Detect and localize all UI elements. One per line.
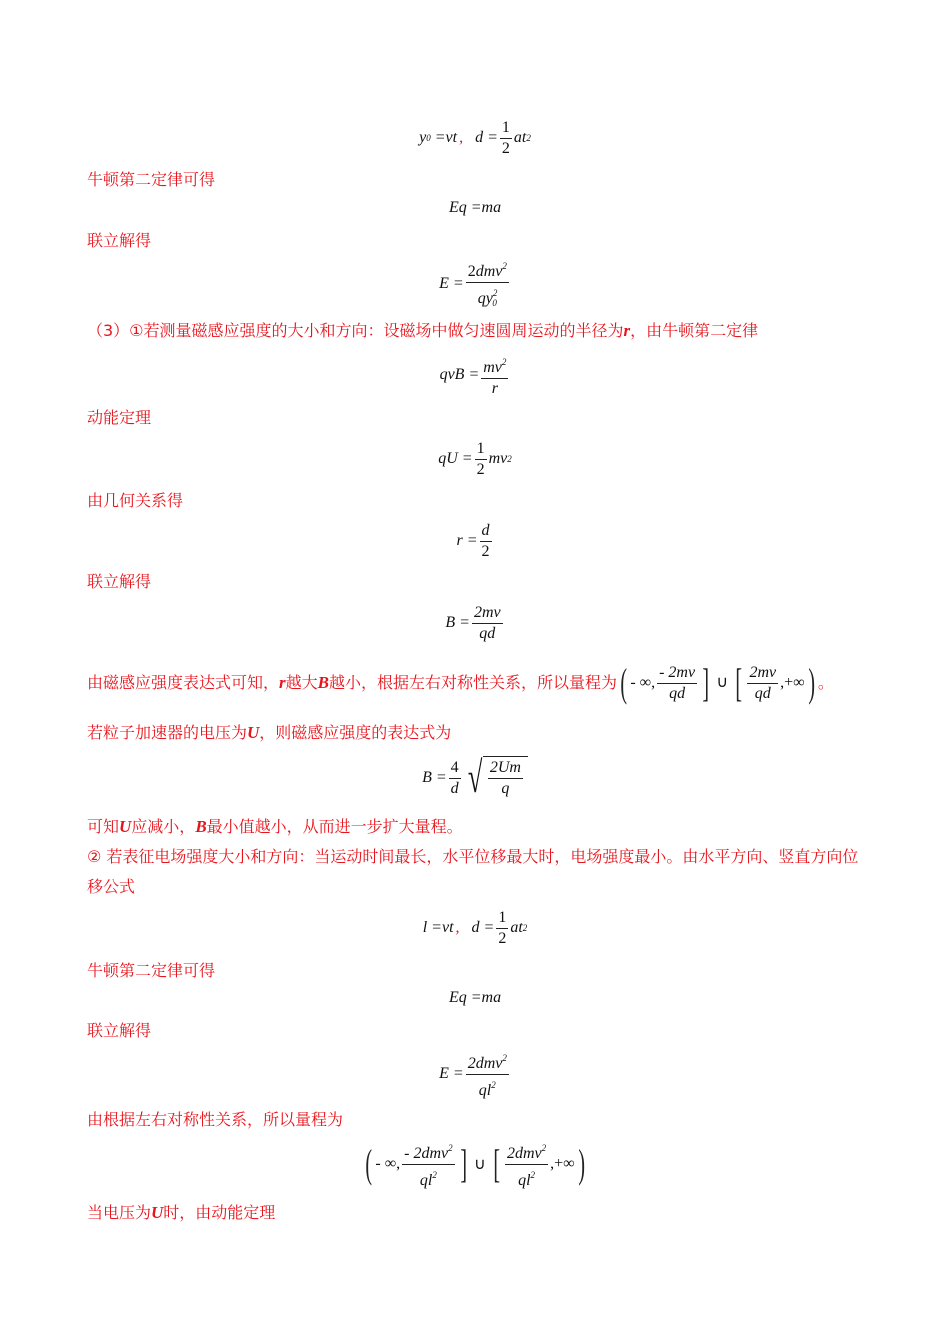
num-text: 2dmv <box>507 1144 542 1162</box>
den-text: qy <box>477 289 493 307</box>
fraction <box>449 759 461 798</box>
text-symmetry-range: 由根据左右对称性关系，所以量程为 <box>87 1110 344 1129</box>
eq-lhs: qU = <box>438 450 473 467</box>
fraction <box>657 664 697 703</box>
eq-lhs: B = <box>445 614 470 631</box>
var-r: r <box>623 321 631 340</box>
eq-lhs: E = <box>439 275 464 292</box>
eq-part: d = <box>471 919 495 936</box>
left-bracket: [ <box>735 660 743 705</box>
fraction <box>402 1139 454 1190</box>
text-part: 若粒子加速器的电压为 <box>87 723 248 742</box>
eq-sup: 2 <box>522 923 528 933</box>
text-part: ，则磁感应强度的表达式为 <box>259 723 452 742</box>
equation-eq-ma-2: Eq =ma <box>448 989 502 1006</box>
equation-displacement <box>0 118 950 158</box>
range-interval <box>617 660 818 705</box>
fraction-denominator: qd <box>479 624 496 642</box>
fraction-denominator <box>516 1165 537 1190</box>
fraction <box>500 119 512 158</box>
fraction-denominator: q <box>501 780 510 797</box>
num-text: mv <box>483 358 502 376</box>
equation-e-field-2 <box>0 1050 950 1098</box>
left-paren: ( <box>365 1141 373 1186</box>
eq-sup: 2 <box>501 356 507 367</box>
fraction-numerator <box>402 1139 454 1165</box>
text-geometry: 由几何关系得 <box>87 491 184 510</box>
fraction-numerator: 1 <box>496 909 508 929</box>
equation-eq-ma: Eq =ma <box>448 199 502 216</box>
square-root <box>463 753 528 802</box>
text-period: 。 <box>817 673 834 692</box>
num-text: - 2dmv <box>404 1144 449 1162</box>
fraction-denominator: 2 <box>481 542 490 560</box>
fraction-numerator: 2dmv$^2$ <box>466 257 509 283</box>
neg-infinity: - ∞, <box>375 1155 401 1172</box>
text-b-range <box>87 656 867 710</box>
num-text: 2dmv <box>467 1054 503 1072</box>
eq-sup: 2 <box>507 454 512 464</box>
neg-infinity: - ∞, <box>630 674 656 691</box>
fraction-denominator: 2 <box>498 929 507 947</box>
den-text: ql <box>518 1171 531 1189</box>
text-part: 越小，根据左右对称性关系，所以量程为 <box>329 673 618 692</box>
eq-part: at <box>510 919 523 936</box>
fraction-numerator <box>481 353 508 379</box>
text-part: （3）①若测量磁感应强度的大小和方向：设磁场中做匀速圆周运动的半径为 <box>87 321 624 340</box>
eq-lhs: qvB = <box>439 366 480 383</box>
equation-r <box>0 518 950 564</box>
den-text: ql <box>478 1081 492 1099</box>
eq-part: at <box>513 129 527 146</box>
right-bracket: ] <box>702 660 710 705</box>
text-part: ，由牛顿第二定律 <box>630 321 759 340</box>
fraction <box>466 1049 509 1100</box>
fraction <box>488 759 523 798</box>
var-u: U <box>119 817 132 836</box>
fraction <box>466 257 509 312</box>
eq-sub: 0 <box>492 297 497 308</box>
var-u: U <box>151 1203 164 1222</box>
text-solve: 联立解得 <box>87 231 152 250</box>
fraction <box>505 1139 548 1190</box>
equation-displacement-2 <box>0 908 950 948</box>
fraction <box>496 909 508 948</box>
text-newton-second-law: 牛顿第二定律可得 <box>87 170 216 189</box>
eq-sup: 2 <box>502 1052 507 1063</box>
right-paren: ) <box>807 660 815 705</box>
fraction <box>475 440 487 479</box>
eq-separator: , <box>455 919 460 936</box>
var-u: U <box>247 723 260 742</box>
eq-sup: 2 <box>448 1142 453 1153</box>
eq-part: =vt <box>434 129 458 146</box>
text-voltage-kinetic <box>87 1198 867 1228</box>
text-part: 可知 <box>87 817 120 836</box>
eq-separator: , <box>459 129 464 146</box>
eq-sup: 2 <box>491 1079 496 1090</box>
eq-sup: 2 <box>432 1169 437 1180</box>
text-part: 当电压为 <box>87 1203 152 1222</box>
text-kinetic-energy: 动能定理 <box>87 408 152 427</box>
eq-lhs: r = <box>456 532 478 549</box>
eq-sup: 2 <box>530 1169 536 1180</box>
text-newton-second-law-2: 牛顿第二定律可得 <box>87 961 216 980</box>
text-solve-3: 联立解得 <box>87 1021 152 1040</box>
union-symbol: ∪ <box>716 674 729 691</box>
fraction-denominator: r <box>491 379 498 397</box>
equation-e-range <box>0 1138 950 1190</box>
fraction-denominator <box>476 283 499 312</box>
fraction-numerator: - 2mv <box>657 664 697 684</box>
pos-infinity: ,+∞ <box>550 1155 575 1172</box>
fraction-denominator: d <box>450 779 459 797</box>
fraction <box>481 353 508 398</box>
eq-part: mv <box>488 450 508 467</box>
fraction-denominator: 2 <box>476 460 485 478</box>
fraction-numerator: 2Um <box>488 759 523 779</box>
text-part: 最小值越小，从而进一步扩大量程。 <box>206 817 463 836</box>
fraction-numerator <box>505 1139 548 1165</box>
den-text: ql <box>419 1171 433 1189</box>
text-part2-electric: ② 若表征电场强度大小和方向：当运动时间最长，水平位移最大时，电场强度最小。由水平方向、竖直方向位移公式 <box>87 847 859 896</box>
text-part: 时，由动能定理 <box>163 1203 276 1222</box>
pos-infinity: ,+∞ <box>780 674 805 691</box>
eq-part: d = <box>475 129 498 146</box>
radicand <box>483 756 528 800</box>
fraction <box>480 522 492 561</box>
text-reduce-u <box>87 812 867 842</box>
text-accelerator-voltage <box>87 718 867 748</box>
eq-lhs: B = <box>422 769 447 786</box>
eq-lhs: E = <box>439 1065 464 1082</box>
fraction-denominator <box>477 1075 498 1100</box>
fraction-numerator <box>466 1049 509 1075</box>
text-solve-2: 联立解得 <box>87 572 152 591</box>
var-b: B <box>317 673 329 692</box>
eq-part: l =vt <box>422 919 454 936</box>
eq-sub: 0 <box>426 133 431 143</box>
radical-sign: √ <box>467 753 482 802</box>
eq-sup: 2 <box>526 133 531 143</box>
fraction-denominator: 2 <box>501 139 510 157</box>
var-r: r <box>279 673 286 692</box>
equation-qu <box>0 436 950 482</box>
fraction-numerator: 2mv <box>747 664 778 684</box>
fraction-denominator <box>418 1165 439 1190</box>
fraction-denominator: qd <box>669 684 686 702</box>
fraction-numerator: 2mv <box>472 604 503 624</box>
equation-lorentz <box>0 352 950 398</box>
right-bracket: ] <box>459 1141 467 1186</box>
right-paren: ) <box>577 1141 585 1186</box>
text-part: 越大 <box>285 673 318 692</box>
text-part3-magnetic <box>87 316 867 346</box>
fraction <box>472 604 503 643</box>
union-symbol: ∪ <box>473 1156 486 1173</box>
eq-part: y <box>419 129 427 146</box>
eq-sup: 2 <box>541 1142 547 1153</box>
fraction-denominator: qd <box>754 684 771 702</box>
text-part: 应减小， <box>131 817 196 836</box>
var-b: B <box>195 817 207 836</box>
fraction-numerator: 1 <box>475 440 487 460</box>
text-part: 由磁感应强度表达式可知， <box>87 673 280 692</box>
left-paren: ( <box>620 660 628 705</box>
eq-sup: 2 <box>492 287 498 298</box>
equation-e-field <box>0 260 950 308</box>
fraction-numerator: 1 <box>500 119 512 139</box>
fraction <box>747 664 778 703</box>
left-bracket: [ <box>493 1141 500 1186</box>
fraction-numerator: d <box>480 522 492 542</box>
equation-b <box>0 600 950 646</box>
fraction-numerator: 4 <box>449 759 461 779</box>
equation-b-voltage <box>0 752 950 804</box>
